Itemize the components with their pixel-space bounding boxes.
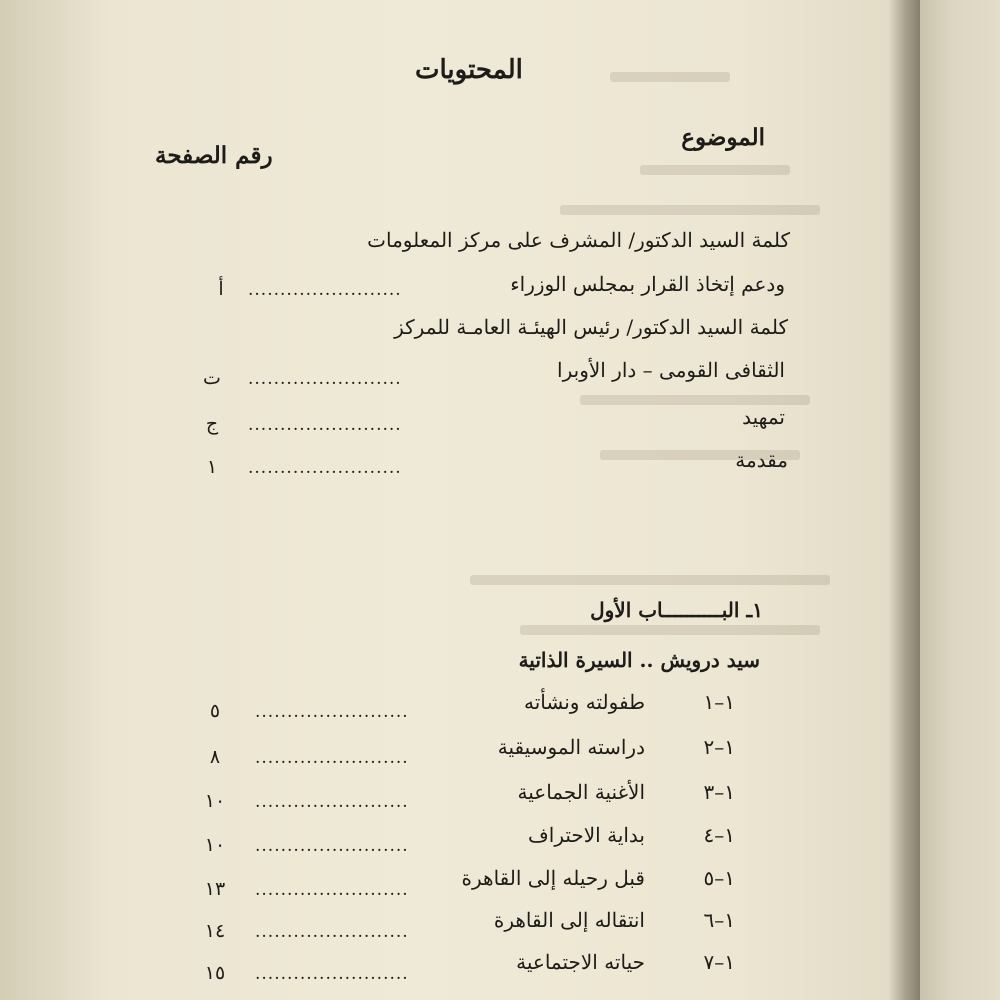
subject-column-header: الموضوع [681, 124, 765, 151]
section-number: ١–٦ [703, 908, 735, 932]
bleed-through-mark [610, 72, 730, 82]
dot-leader: ........................ [255, 792, 409, 812]
bleed-through-mark [640, 165, 790, 175]
dot-leader: ........................ [248, 369, 402, 389]
section-title: طفولته ونشأته [523, 690, 645, 714]
chapter-subtitle: سيد درويش .. السيرة الذاتية [518, 648, 760, 672]
section-number: ١–٣ [703, 780, 735, 804]
section-title: قبل رحيله إلى القاهرة [461, 866, 645, 890]
dot-leader: ........................ [255, 964, 409, 984]
section-number: ١–٢ [703, 735, 735, 759]
section-number: ١–٧ [703, 950, 735, 974]
section-title: دراسته الموسيقية [497, 735, 645, 759]
dot-leader: ........................ [255, 702, 409, 722]
page-ref: ١٣ [204, 878, 226, 900]
dot-leader: ........................ [248, 280, 402, 300]
page-ref: ١ [206, 456, 218, 478]
bleed-through-mark [560, 205, 820, 215]
bleed-through-mark [580, 395, 810, 405]
chapter-heading: ١ـ البــــــــــاب الأول [590, 598, 763, 622]
page-ref: ١٠ [204, 790, 226, 812]
page-title: المحتويات [415, 55, 523, 85]
dot-leader: ........................ [248, 415, 402, 435]
section-number: ١–٤ [703, 823, 735, 847]
page-number-column-header: رقم الصفحة [155, 142, 273, 169]
toc-entry-line: ودعم إتخاذ القرار بمجلس الوزراء [510, 272, 785, 296]
bleed-through-mark [520, 625, 820, 635]
section-title: بداية الاحتراف [528, 823, 645, 847]
toc-entry-line: الثقافى القومى – دار الأوبرا [557, 358, 785, 382]
toc-entry-line: مقدمة [735, 448, 788, 472]
section-number: ١–٥ [703, 866, 735, 890]
dot-leader: ........................ [255, 836, 409, 856]
dot-leader: ........................ [255, 748, 409, 768]
facing-page-edge [920, 0, 1000, 1000]
section-number: ١–١ [703, 690, 735, 714]
page-ref: ٨ [209, 746, 221, 768]
page-ref: ج [205, 413, 219, 435]
section-title: حياته الاجتماعية [516, 950, 645, 974]
page-ref: ١٤ [204, 920, 226, 942]
page-ref: ١٠ [204, 834, 226, 856]
page-ref: أ [218, 278, 224, 300]
page-ref: ت [203, 367, 221, 389]
section-title: الأغنية الجماعية [517, 780, 645, 804]
page-gutter-shadow [888, 0, 920, 1000]
dot-leader: ........................ [255, 880, 409, 900]
section-title: انتقاله إلى القاهرة [493, 908, 645, 932]
page-ref: ٥ [209, 700, 221, 722]
bleed-through-mark [470, 575, 830, 585]
page-ref: ١٥ [204, 962, 226, 984]
toc-entry-line: تمهيد [742, 405, 785, 429]
dot-leader: ........................ [255, 922, 409, 942]
toc-entry-line: كلمة السيد الدكتور/ رئيس الهيئـة العامـة للمركز [394, 315, 788, 339]
dot-leader: ........................ [248, 458, 402, 478]
toc-entry-line: كلمة السيد الدكتور/ المشرف على مركز المعلومات [367, 228, 790, 252]
